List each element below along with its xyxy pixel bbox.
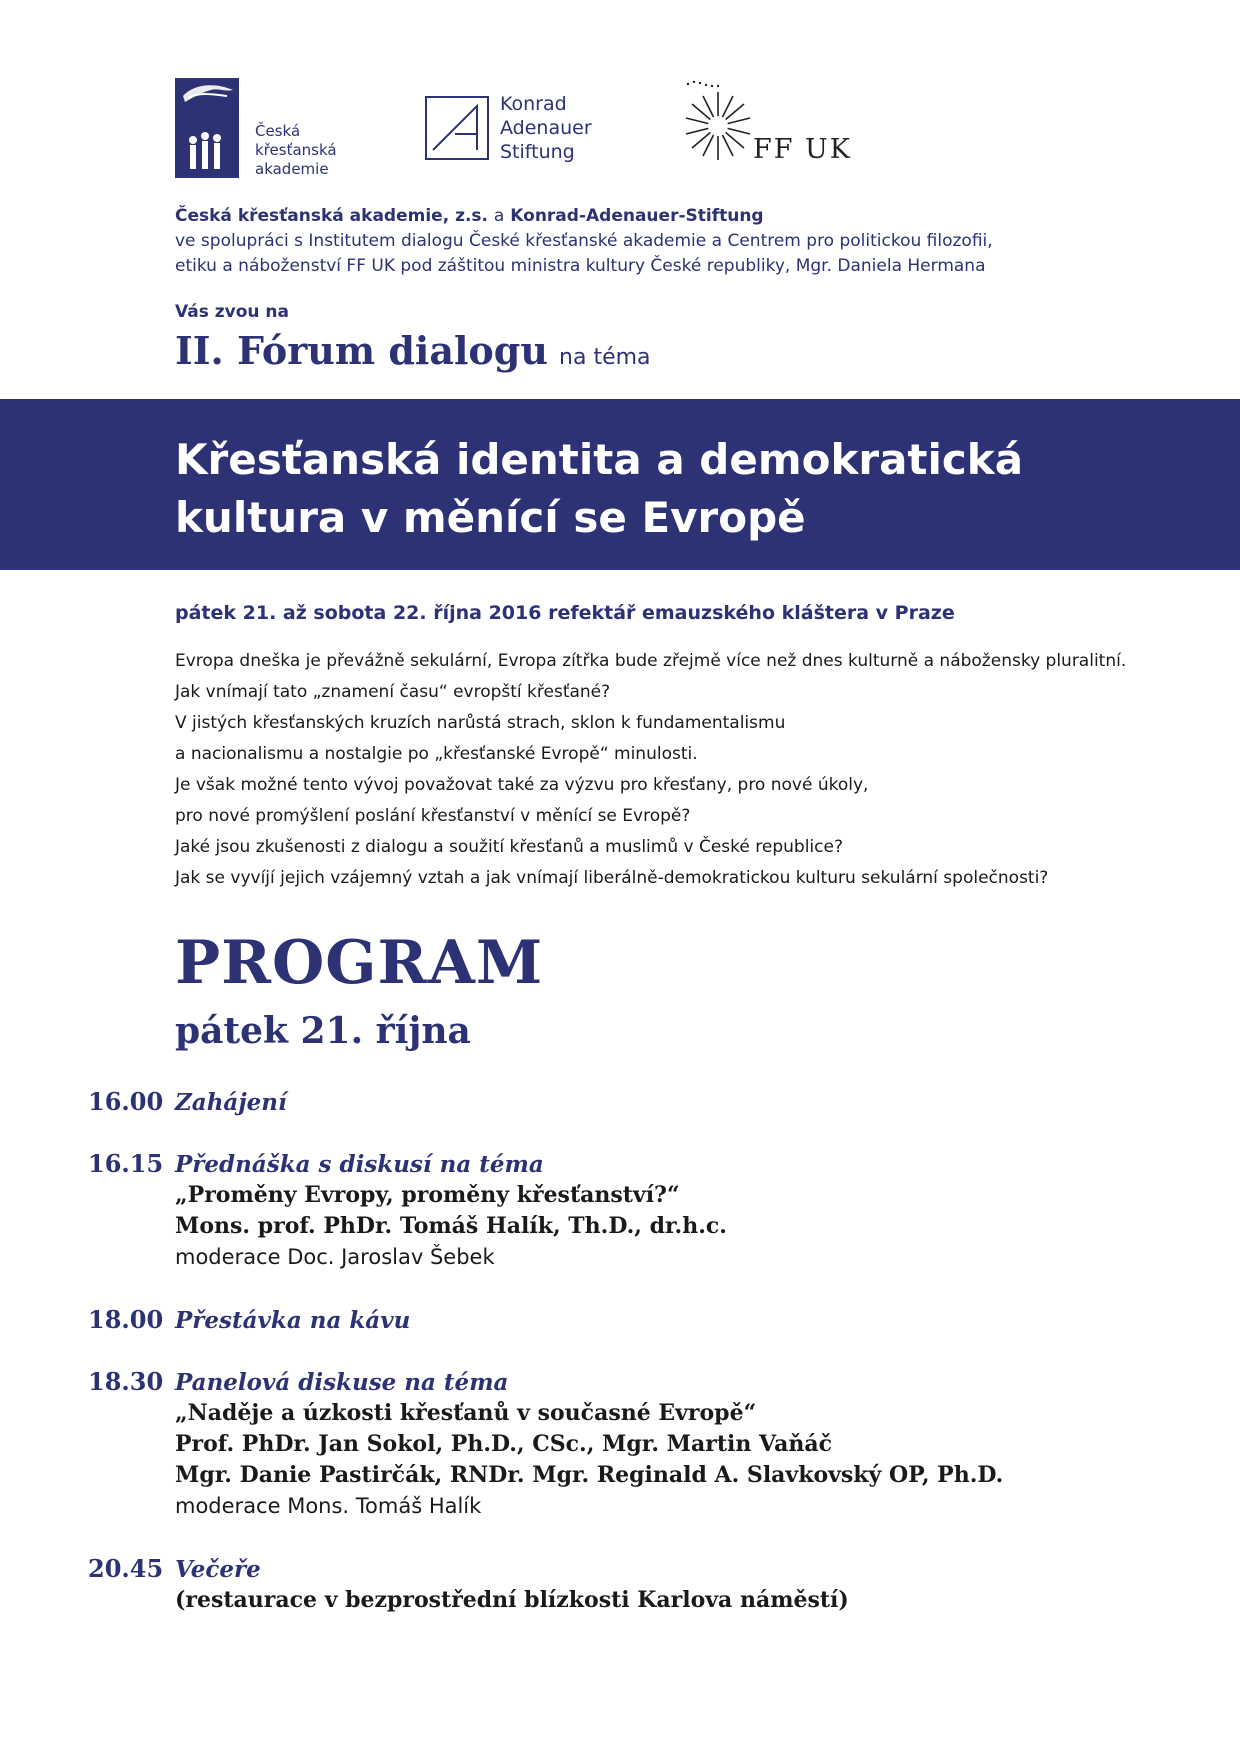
description-line: a nacionalismu a nostalgie po „křesťanské Evropě“ minulosti. <box>175 744 698 764</box>
forum-title-suffix: na téma <box>559 345 651 370</box>
description-line: Jak vnímají tato „znamení času“ evropští křesťané? <box>175 682 611 702</box>
panel-topic: „Naděje a úzkosti křesťanů v současné Evropě“ <box>175 1400 757 1426</box>
schedule-time: 16.00 <box>88 1087 164 1116</box>
program-heading: PROGRAM <box>175 928 544 998</box>
lecture-speaker: Mons. prof. PhDr. Tomáš Halík, Th.D., dr.h.c. <box>175 1213 727 1239</box>
schedule-title: Večeře <box>175 1556 261 1583</box>
kas-logo-text <box>500 92 592 164</box>
banner-title-line-2: kultura v měnící se Evropě <box>175 493 806 542</box>
forum-title <box>175 328 651 373</box>
schedule-body <box>175 1149 1215 1273</box>
cka-logo-mark <box>175 78 239 178</box>
schedule-body <box>175 1305 1215 1336</box>
description-line: Evropa dneška je převážně sekulární, Evropa zítřka bude zřejmě více než dnes kulturně a nábožensky pluralitní. <box>175 651 1127 671</box>
schedule-title: Panelová diskuse na téma <box>175 1369 509 1396</box>
panel-speakers: Mgr. Danie Pastirčák, RNDr. Mgr. Reginald A. Slavkovský OP, Ph.D. <box>175 1462 1004 1488</box>
cka-line-1: Česká <box>255 122 301 140</box>
banner-title <box>175 431 1175 547</box>
ffuk-sunburst-icon <box>678 78 758 178</box>
schedule-title: Přednáška s diskusí na téma <box>175 1151 544 1178</box>
intro-text <box>175 204 1175 279</box>
kas-line-3: Stiftung <box>500 141 575 163</box>
description-line: Jaké jsou zkušenosti z dialogu a soužití křesťanů a muslimů v České republice? <box>175 837 843 857</box>
cka-logo <box>175 78 355 180</box>
dinner-location: (restaurace v bezprostřední blízkosti Karlova náměstí) <box>175 1587 849 1613</box>
kas-line-2: Adenauer <box>500 117 592 139</box>
cka-logo-text <box>255 122 337 179</box>
intro-org1: Česká křesťanská akademie, z.s. <box>175 206 488 226</box>
schedule-body <box>175 1367 1215 1522</box>
cka-line-3: akademie <box>255 160 329 178</box>
cka-line-2: křesťanská <box>255 141 337 159</box>
schedule-time: 18.00 <box>88 1305 164 1334</box>
description-line: Je však možné tento vývoj považovat také za výzvu pro křesťany, pro nové úkoly, <box>175 775 869 795</box>
ffuk-logo <box>678 78 858 178</box>
description-line: V jistých křesťanských kruzích narůstá strach, sklon k fundamentalismu <box>175 713 786 733</box>
intro-connector: a <box>493 206 505 226</box>
panel-speakers: Prof. PhDr. Jan Sokol, Ph.D., CSc., Mgr. Martin Vaňáč <box>175 1431 832 1457</box>
description-line: Jak se vyvíjí jejich vzájemný vztah a jak vnímají liberálně-demokratickou kulturu sekulární společnosti? <box>175 868 1049 888</box>
intro-org2: Konrad-Adenauer-Stiftung <box>510 206 764 226</box>
schedule-time: 16.15 <box>88 1149 164 1178</box>
kas-mark-icon <box>425 96 489 162</box>
banner-title-line-1: Křesťanská identita a demokratická <box>175 435 1024 484</box>
intro-line-2: ve spolupráci s Institutem dialogu České křesťanské akademie a Centrem pro politickou filozofii, <box>175 231 993 251</box>
schedule-title: Zahájení <box>175 1089 287 1116</box>
title-banner <box>0 399 1240 570</box>
schedule-title: Přestávka na kávu <box>175 1307 411 1334</box>
kas-logo <box>425 92 625 172</box>
kas-line-1: Konrad <box>500 93 567 115</box>
lecture-moderator: moderace Doc. Jaroslav Šebek <box>175 1245 495 1269</box>
panel-moderator: moderace Mons. Tomáš Halík <box>175 1494 482 1518</box>
forum-title-main: II. Fórum dialogu <box>175 328 548 373</box>
ffuk-logo-text: FF UK <box>753 134 852 165</box>
schedule-body <box>175 1554 1215 1616</box>
lecture-topic: „Proměny Evropy, proměny křesťanství?“ <box>175 1182 680 1208</box>
cka-figures-icon <box>175 78 239 178</box>
intro-line-3: etiku a náboženství FF UK pod záštitou ministra kultury České republiky, Mgr. Daniela Hermana <box>175 256 986 276</box>
event-description <box>175 646 1215 894</box>
intro-line-1 <box>175 204 1175 229</box>
description-line: pro nové promýšlení poslání křesťanství v měnící se Evropě? <box>175 806 691 826</box>
day-heading: pátek 21. října <box>175 1010 471 1052</box>
schedule-time: 20.45 <box>88 1554 164 1583</box>
schedule-time: 18.30 <box>88 1367 164 1396</box>
event-date-venue: pátek 21. až sobota 22. října 2016 refektář emauzského kláštera v Praze <box>175 602 955 624</box>
schedule-body <box>175 1087 1215 1118</box>
invite-text: Vás zvou na <box>175 302 289 322</box>
